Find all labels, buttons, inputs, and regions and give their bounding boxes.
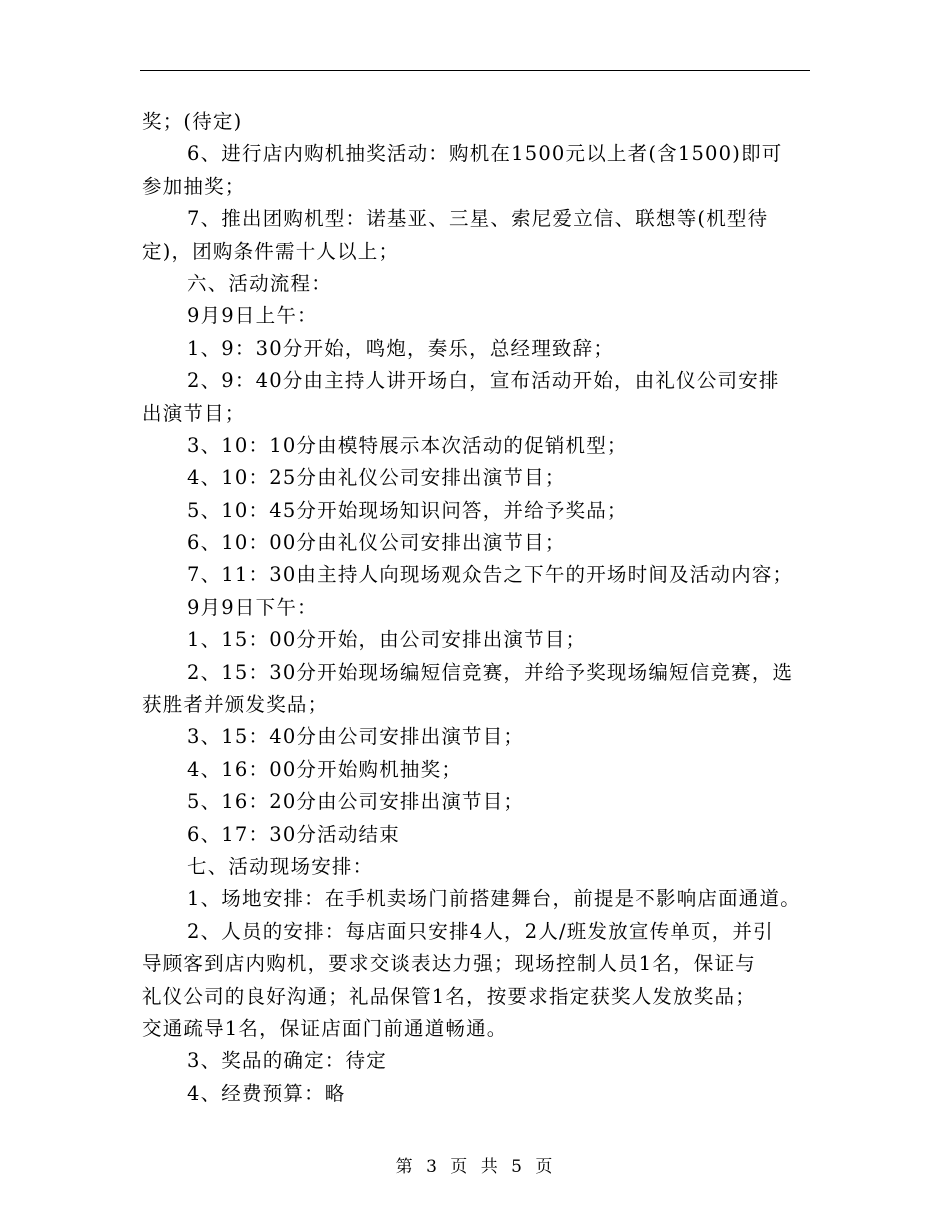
text-line: 定)，团购条件需十人以上； <box>142 239 400 263</box>
text-line: 六、活动流程： <box>187 271 332 295</box>
text-line: 2、9：40分由主持人讲开场白，宣布活动开始，由礼仪公司安排 <box>187 369 780 393</box>
text-line: 获胜者并颁发奖品； <box>142 693 329 717</box>
text-line: 5、10：45分开始现场知识问答，并给予奖品； <box>187 498 628 522</box>
text-line: 2、15：30分开始现场编短信竞赛，并给予奖现场编短信竞赛，选 <box>187 660 794 684</box>
document-body <box>142 106 822 1110</box>
text-line: 参加抽奖； <box>142 174 246 198</box>
text-line: 出演节目； <box>142 401 246 425</box>
text-line: 礼仪公司的良好沟通；礼品保管1名，按要求指定获奖人发放奖品； <box>142 984 756 1008</box>
text-line: 5、16：20分由公司安排出演节目； <box>187 790 525 814</box>
text-line: 七、活动现场安排： <box>187 854 374 878</box>
text-line: 4、经费预算：略 <box>187 1081 346 1105</box>
text-line: 1、9：30分开始，鸣炮，奏乐，总经理致辞； <box>187 336 615 360</box>
text-line: 7、11：30由主持人向现场观众告之下午的开场时间及活动内容； <box>187 563 794 587</box>
text-line: 9月9日下午： <box>187 595 318 619</box>
text-line: 3、10：10分由模特展示本次活动的促销机型； <box>187 433 628 457</box>
text-line: 1、15：00分开始，由公司安排出演节目； <box>187 628 587 652</box>
text-line: 4、10：25分由礼仪公司安排出演节目； <box>187 466 566 490</box>
text-line: 6、进行店内购机抽奖活动：购机在1500元以上者(含1500)即可 <box>187 142 783 166</box>
text-line: 1、场地安排：在手机卖场门前搭建舞台，前提是不影响店面通道。 <box>187 887 801 911</box>
text-line: 6、10：00分由礼仪公司安排出演节目； <box>187 531 566 555</box>
text-line: 奖；(待定) <box>142 110 243 133</box>
text-line: 交通疏导1名，保证店面门前通道畅通。 <box>142 1016 508 1040</box>
text-line: 2、人员的安排：每店面只安排4人，2人/班发放宣传单页，并引 <box>187 919 774 943</box>
page-number-footer: 第 3 页 共 5 页 <box>395 1157 555 1177</box>
text-line: 导顾客到店内购机，要求交谈表达力强；现场控制人员1名，保证与 <box>142 952 756 976</box>
header-rule <box>140 70 810 71</box>
text-line: 3、奖品的确定：待定 <box>187 1049 387 1073</box>
text-line: 4、16：00分开始购机抽奖； <box>187 757 463 781</box>
text-line: 3、15：40分由公司安排出演节目； <box>187 725 525 749</box>
text-line: 7、推出团购机型：诺基亚、三星、索尼爱立信、联想等(机型待 <box>187 207 769 231</box>
text-line: 9月9日上午： <box>187 304 318 328</box>
text-line: 6、17：30分活动结束 <box>187 822 400 846</box>
